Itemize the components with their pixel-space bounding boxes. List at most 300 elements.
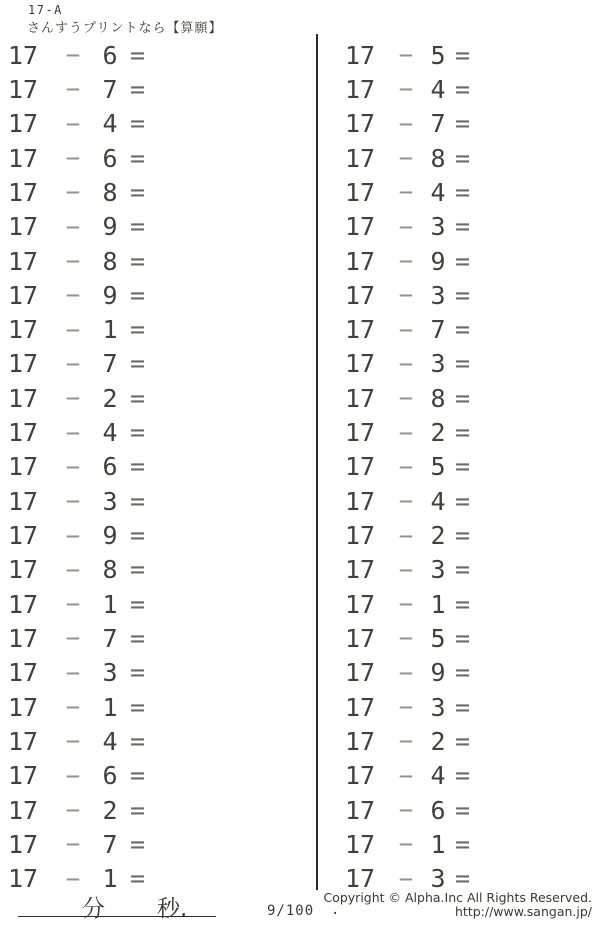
problem-row: [345, 553, 595, 587]
minus-sign: −: [398, 727, 414, 756]
minus-sign: −: [65, 624, 81, 653]
answer-space: [489, 313, 595, 347]
minuend: 17: [8, 74, 39, 104]
minus-sign: −: [398, 212, 414, 241]
answer-space: [164, 415, 308, 449]
answer-space: [164, 347, 308, 381]
minus-sign: −: [398, 281, 414, 310]
subtrahend: 7: [430, 109, 446, 139]
subtrahend: 3: [102, 658, 118, 688]
worksheet-subtitle: さんすうプリントなら【算願】: [27, 21, 223, 36]
equals-sign: =: [130, 74, 146, 104]
minus-sign: −: [65, 144, 81, 173]
answer-space: [489, 347, 595, 381]
answer-space: [164, 518, 308, 552]
subtrahend: 8: [102, 177, 118, 207]
answer-space: [164, 827, 308, 861]
minus-sign: −: [65, 349, 81, 378]
problem-row: [8, 793, 308, 827]
problem-row: [8, 313, 308, 347]
equals-sign: =: [455, 521, 471, 551]
minuend: 17: [8, 692, 39, 722]
problem-row: [8, 518, 308, 552]
minus-sign: −: [398, 555, 414, 584]
minus-sign: −: [398, 693, 414, 722]
answer-space: [164, 141, 308, 175]
subtrahend: 7: [102, 623, 118, 653]
answer-space: [489, 278, 595, 312]
minus-sign: −: [398, 315, 414, 344]
equals-sign: =: [455, 280, 471, 310]
equals-sign: =: [455, 623, 471, 653]
minus-sign: −: [65, 212, 81, 241]
problem-row: [8, 827, 308, 861]
equals-sign: =: [130, 692, 146, 722]
problem-row: [345, 518, 595, 552]
answer-space: [164, 107, 308, 141]
equals-sign: =: [455, 418, 471, 448]
problem-row: [345, 38, 595, 72]
minus-sign: −: [398, 521, 414, 550]
problem-row: [8, 484, 308, 518]
problem-row: [345, 244, 595, 278]
minus-sign: −: [398, 178, 414, 207]
problem-row: [345, 175, 595, 209]
minus-sign: −: [398, 658, 414, 687]
minuend: 17: [8, 589, 39, 619]
minuend: 17: [345, 109, 376, 139]
minuend: 17: [8, 864, 39, 894]
minus-sign: −: [65, 830, 81, 859]
minuend: 17: [8, 521, 39, 551]
equals-sign: =: [455, 761, 471, 791]
minuend: 17: [345, 418, 376, 448]
subtrahend: 3: [430, 212, 446, 242]
equals-sign: =: [130, 726, 146, 756]
minuend: 17: [8, 452, 39, 482]
minus-sign: −: [65, 487, 81, 516]
problem-row: [8, 587, 308, 621]
minus-sign: −: [65, 452, 81, 481]
minuend: 17: [345, 212, 376, 242]
problems-column-left: [8, 38, 308, 896]
minuend: 17: [8, 795, 39, 825]
equals-sign: =: [130, 349, 146, 379]
subtrahend: 4: [102, 726, 118, 756]
subtrahend: 7: [102, 349, 118, 379]
problem-row: [345, 793, 595, 827]
subtrahend: 1: [102, 315, 118, 345]
problem-row: [8, 347, 308, 381]
problem-row: [8, 724, 308, 758]
equals-sign: =: [130, 383, 146, 413]
minuend: 17: [345, 452, 376, 482]
minus-sign: −: [65, 75, 81, 104]
subtrahend: 4: [430, 761, 446, 791]
subtrahend: 4: [430, 486, 446, 516]
problem-row: [8, 450, 308, 484]
answer-space: [164, 656, 308, 690]
problems-column-right: [345, 38, 595, 896]
minus-sign: −: [65, 109, 81, 138]
answer-space: [164, 210, 308, 244]
problem-row: [345, 827, 595, 861]
minuend: 17: [345, 280, 376, 310]
equals-sign: =: [130, 521, 146, 551]
subtrahend: 3: [102, 486, 118, 516]
answer-space: [489, 827, 595, 861]
subtrahend: 9: [430, 658, 446, 688]
subtrahend: 3: [430, 349, 446, 379]
answer-space: [164, 690, 308, 724]
answer-space: [164, 621, 308, 655]
minus-sign: −: [398, 75, 414, 104]
subtrahend: 6: [102, 452, 118, 482]
subtrahend: 1: [102, 692, 118, 722]
worksheet-id: 17-A: [28, 3, 63, 17]
problem-row: [345, 347, 595, 381]
subtrahend: 2: [430, 418, 446, 448]
subtrahend: 1: [102, 864, 118, 894]
minus-sign: −: [65, 590, 81, 619]
subtrahend: 7: [102, 74, 118, 104]
problem-row: [8, 381, 308, 415]
minuend: 17: [345, 726, 376, 756]
minus-sign: −: [398, 452, 414, 481]
minuend: 17: [8, 623, 39, 653]
subtrahend: 7: [102, 829, 118, 859]
subtrahend: 1: [102, 589, 118, 619]
equals-sign: =: [130, 623, 146, 653]
problem-row: [8, 244, 308, 278]
problem-row: [8, 278, 308, 312]
problem-row: [345, 690, 595, 724]
answer-space: [164, 313, 308, 347]
problem-row: [8, 553, 308, 587]
minuend: 17: [8, 418, 39, 448]
answer-space: [489, 484, 595, 518]
subtrahend: 2: [102, 383, 118, 413]
problem-row: [8, 175, 308, 209]
problem-row: [8, 759, 308, 793]
minuend: 17: [8, 40, 39, 70]
equals-sign: =: [130, 143, 146, 173]
equals-sign: =: [455, 726, 471, 756]
equals-sign: =: [455, 864, 471, 894]
equals-sign: =: [130, 864, 146, 894]
minuend: 17: [345, 177, 376, 207]
answer-space: [489, 553, 595, 587]
subtrahend: 1: [430, 829, 446, 859]
problem-row: [8, 415, 308, 449]
minuend: 17: [345, 486, 376, 516]
problem-row: [345, 450, 595, 484]
answer-space: [164, 38, 308, 72]
minutes-label: 分: [82, 896, 105, 922]
minuend: 17: [8, 246, 39, 276]
minuend: 17: [8, 143, 39, 173]
answer-space: [164, 793, 308, 827]
minus-sign: −: [65, 864, 81, 893]
equals-sign: =: [455, 315, 471, 345]
equals-sign: =: [130, 658, 146, 688]
minuend: 17: [345, 143, 376, 173]
subtrahend: 8: [430, 383, 446, 413]
answer-space: [489, 38, 595, 72]
problem-row: [345, 656, 595, 690]
minus-sign: −: [65, 384, 81, 413]
subtrahend: 5: [430, 623, 446, 653]
equals-sign: =: [130, 246, 146, 276]
answer-space: [489, 587, 595, 621]
subtrahend: 6: [430, 795, 446, 825]
equals-sign: =: [130, 829, 146, 859]
minus-sign: −: [65, 796, 81, 825]
page-number: 9/100: [267, 903, 315, 919]
answer-space: [489, 415, 595, 449]
minus-sign: −: [65, 658, 81, 687]
problem-row: [8, 72, 308, 106]
minus-sign: −: [65, 41, 81, 70]
subtrahend: 3: [430, 864, 446, 894]
minuend: 17: [345, 623, 376, 653]
answer-space: [489, 690, 595, 724]
problem-row: [345, 759, 595, 793]
minuend: 17: [345, 864, 376, 894]
subtrahend: 1: [430, 589, 446, 619]
subtrahend: 4: [102, 418, 118, 448]
minus-sign: −: [398, 487, 414, 516]
answer-space: [164, 484, 308, 518]
problem-row: [345, 210, 595, 244]
minuend: 17: [345, 383, 376, 413]
minuend: 17: [345, 761, 376, 791]
minus-sign: −: [398, 109, 414, 138]
equals-sign: =: [455, 383, 471, 413]
equals-sign: =: [455, 658, 471, 688]
problem-row: [345, 621, 595, 655]
minus-sign: −: [398, 144, 414, 173]
problem-row: [345, 313, 595, 347]
equals-sign: =: [455, 143, 471, 173]
answer-space: [164, 175, 308, 209]
minuend: 17: [8, 761, 39, 791]
minuend: 17: [345, 692, 376, 722]
equals-sign: =: [130, 418, 146, 448]
minuend: 17: [345, 658, 376, 688]
minus-sign: −: [398, 590, 414, 619]
answer-space: [489, 107, 595, 141]
subtrahend: 9: [102, 521, 118, 551]
minuend: 17: [8, 726, 39, 756]
equals-sign: =: [455, 212, 471, 242]
answer-space: [164, 587, 308, 621]
equals-sign: =: [130, 280, 146, 310]
problem-row: [345, 415, 595, 449]
minus-sign: −: [65, 281, 81, 310]
minus-sign: −: [398, 864, 414, 893]
problem-row: [8, 107, 308, 141]
subtrahend: 4: [102, 109, 118, 139]
equals-sign: =: [130, 40, 146, 70]
equals-sign: =: [455, 589, 471, 619]
minus-sign: −: [398, 624, 414, 653]
problem-row: [345, 587, 595, 621]
answer-space: [164, 759, 308, 793]
equals-sign: =: [130, 212, 146, 242]
minus-sign: −: [65, 178, 81, 207]
answer-space: [489, 244, 595, 278]
problem-row: [345, 278, 595, 312]
equals-sign: =: [130, 109, 146, 139]
stray-dot: .: [331, 902, 340, 918]
answer-space: [164, 244, 308, 278]
minuend: 17: [8, 829, 39, 859]
answer-space: [489, 72, 595, 106]
minuend: 17: [345, 829, 376, 859]
equals-sign: =: [455, 74, 471, 104]
equals-sign: =: [455, 555, 471, 585]
copyright-block: [323, 891, 592, 919]
minus-sign: −: [398, 349, 414, 378]
problem-row: [8, 210, 308, 244]
minuend: 17: [8, 349, 39, 379]
minuend: 17: [8, 315, 39, 345]
subtrahend: 8: [102, 555, 118, 585]
minuend: 17: [8, 486, 39, 516]
minus-sign: −: [398, 418, 414, 447]
minus-sign: −: [65, 521, 81, 550]
equals-sign: =: [130, 315, 146, 345]
problem-row: [8, 656, 308, 690]
answer-space: [489, 518, 595, 552]
answer-space: [164, 72, 308, 106]
minus-sign: −: [398, 761, 414, 790]
subtrahend: 4: [430, 74, 446, 104]
answer-space: [164, 278, 308, 312]
minus-sign: −: [65, 315, 81, 344]
answer-space: [489, 759, 595, 793]
equals-sign: =: [455, 109, 471, 139]
minuend: 17: [345, 521, 376, 551]
answer-space: [164, 450, 308, 484]
answer-space: [489, 381, 595, 415]
subtrahend: 3: [430, 555, 446, 585]
answer-space: [489, 175, 595, 209]
subtrahend: 7: [430, 315, 446, 345]
minus-sign: −: [65, 555, 81, 584]
minuend: 17: [8, 555, 39, 585]
subtrahend: 6: [102, 40, 118, 70]
minuend: 17: [345, 349, 376, 379]
minuend: 17: [8, 658, 39, 688]
minus-sign: −: [398, 796, 414, 825]
minus-sign: −: [398, 247, 414, 276]
answer-space: [489, 724, 595, 758]
equals-sign: =: [455, 246, 471, 276]
minuend: 17: [8, 177, 39, 207]
equals-sign: =: [130, 177, 146, 207]
problem-row: [345, 72, 595, 106]
equals-sign: =: [455, 692, 471, 722]
subtrahend: 9: [102, 212, 118, 242]
equals-sign: =: [455, 452, 471, 482]
minus-sign: −: [398, 830, 414, 859]
minus-sign: −: [65, 727, 81, 756]
equals-sign: =: [130, 486, 146, 516]
equals-sign: =: [455, 829, 471, 859]
minus-sign: −: [65, 418, 81, 447]
minus-sign: −: [398, 384, 414, 413]
column-divider-line: [316, 34, 318, 890]
seconds-label: 秒.: [157, 896, 188, 922]
equals-sign: =: [455, 795, 471, 825]
minuend: 17: [345, 40, 376, 70]
minuend: 17: [345, 315, 376, 345]
equals-sign: =: [130, 555, 146, 585]
minus-sign: −: [65, 693, 81, 722]
subtrahend: 9: [430, 246, 446, 276]
minuend: 17: [8, 280, 39, 310]
subtrahend: 8: [430, 143, 446, 173]
problem-row: [345, 724, 595, 758]
minus-sign: −: [398, 41, 414, 70]
problem-row: [345, 484, 595, 518]
subtrahend: 8: [102, 246, 118, 276]
minuend: 17: [345, 795, 376, 825]
problem-row: [345, 141, 595, 175]
equals-sign: =: [455, 486, 471, 516]
minus-sign: −: [65, 247, 81, 276]
answer-space: [489, 621, 595, 655]
minuend: 17: [8, 212, 39, 242]
minuend: 17: [345, 74, 376, 104]
equals-sign: =: [130, 795, 146, 825]
answer-space: [489, 141, 595, 175]
copyright-text: Copyright © Alpha.Inc All Rights Reserved.: [323, 890, 592, 905]
subtrahend: 2: [102, 795, 118, 825]
minuend: 17: [345, 589, 376, 619]
minus-sign: −: [65, 761, 81, 790]
equals-sign: =: [455, 349, 471, 379]
equals-sign: =: [455, 177, 471, 207]
answer-space: [489, 656, 595, 690]
equals-sign: =: [455, 40, 471, 70]
minuend: 17: [345, 555, 376, 585]
problem-row: [345, 381, 595, 415]
answer-space: [164, 724, 308, 758]
answer-space: [164, 553, 308, 587]
subtrahend: 6: [102, 143, 118, 173]
subtrahend: 6: [102, 761, 118, 791]
subtrahend: 5: [430, 40, 446, 70]
answer-space: [489, 793, 595, 827]
answer-space: [489, 210, 595, 244]
answer-space: [164, 381, 308, 415]
subtrahend: 2: [430, 521, 446, 551]
problem-row: [8, 621, 308, 655]
subtrahend: 2: [430, 726, 446, 756]
subtrahend: 9: [102, 280, 118, 310]
subtrahend: 5: [430, 452, 446, 482]
subtrahend: 3: [430, 692, 446, 722]
problem-row: [8, 690, 308, 724]
problem-row: [8, 38, 308, 72]
equals-sign: =: [130, 589, 146, 619]
equals-sign: =: [130, 761, 146, 791]
copyright-url: http://www.sangan.jp/: [455, 904, 592, 919]
minuend: 17: [8, 109, 39, 139]
